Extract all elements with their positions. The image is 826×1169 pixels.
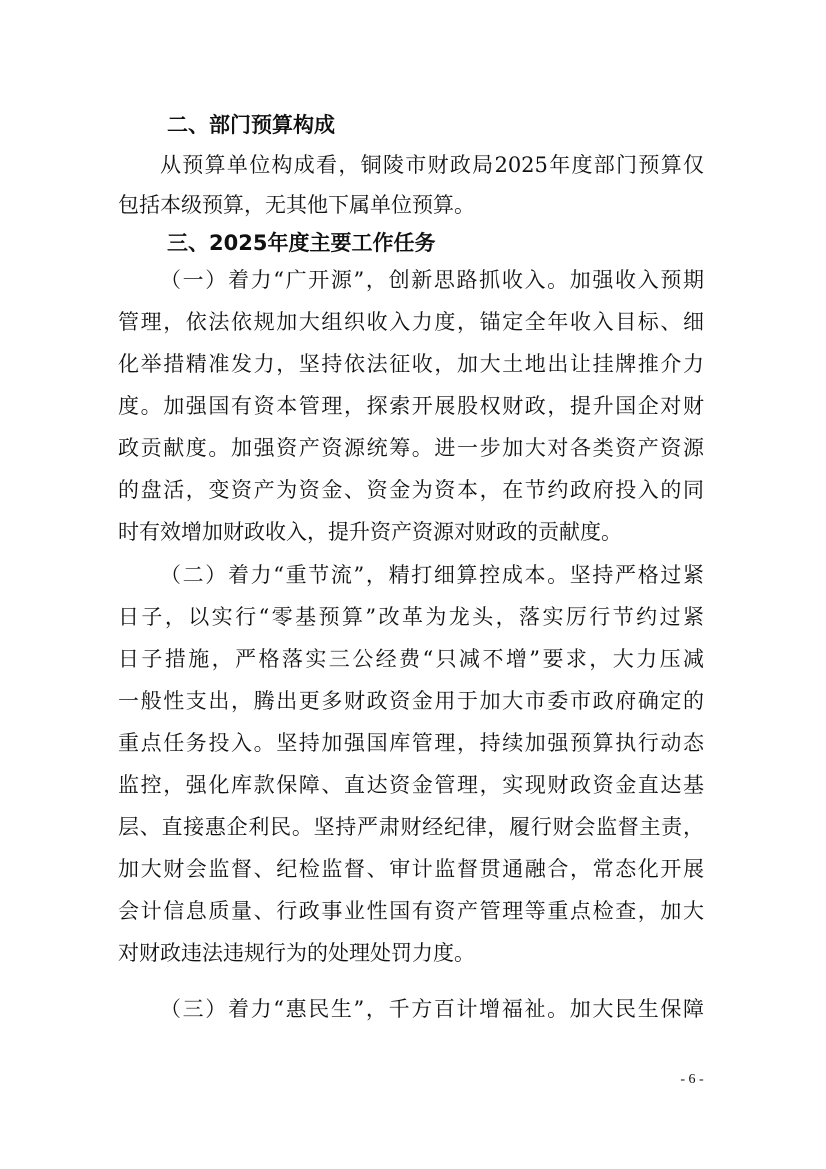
paragraph-line: 对财政违法违规行为的处理处罚力度。 <box>118 941 475 965</box>
paragraph-line: 加大财会监督、纪检监督、审计监督贯通融合，常态化开展 <box>118 857 704 881</box>
paragraph-line: 从预算单位构成看，铜陵市财政局2025年度部门预算仅 <box>160 153 704 177</box>
paragraph-line: （一）着力“广开源”，创新思路抓收入。加强收入预期 <box>160 268 704 292</box>
page-number: - 6 - <box>680 1072 704 1087</box>
paragraph-line: 日子，以实行“零基预算”改革为龙头，落实厉行节约过紧 <box>118 605 704 629</box>
paragraph-line: 一般性支出，腾出更多财政资金用于加大市委市政府确定的 <box>118 689 704 713</box>
paragraph-line: 层、直接惠企利民。坚持严肃财经纪律，履行财会监督主责， <box>118 815 704 839</box>
paragraph-line: 重点任务投入。坚持加强国库管理，持续加强预算执行动态 <box>118 731 704 755</box>
paragraph-line: 政贡献度。加强资产资源统筹。进一步加大对各类资产资源 <box>118 436 704 460</box>
section-heading: 三、2025年度主要工作任务 <box>167 231 436 255</box>
paragraph-line: 时有效增加财政收入，提升资产资源对财政的贡献度。 <box>118 520 622 544</box>
paragraph-line: 管理，依法依规加大组织收入力度，锚定全年收入目标、细 <box>118 310 704 334</box>
paragraph-line: 化举措精准发力，坚持依法征收，加大土地出让挂牌推介力 <box>118 352 704 376</box>
paragraph-line: 监控，强化库款保障、直达资金管理，实现财政资金直达基 <box>118 773 704 797</box>
paragraph-line: 度。加强国有资本管理，探索开展股权财政，提升国企对财 <box>118 394 704 418</box>
paragraph-line: 日子措施，严格落实三公经费“只减不增”要求，大力压减 <box>118 647 704 671</box>
paragraph-line: （三）着力“惠民生”，千方百计增福祉。加大民生保障 <box>160 997 704 1021</box>
paragraph-line: 包括本级预算，无其他下属单位预算。 <box>118 193 475 217</box>
paragraph-line: 会计信息质量、行政事业性国有资产管理等重点检查，加大 <box>118 899 704 923</box>
section-heading: 二、部门预算构成 <box>167 113 335 137</box>
paragraph-line: （二）着力“重节流”，精打细算控成本。坚持严格过紧 <box>160 563 704 587</box>
paragraph-line: 的盘活，变资产为资金、资金为资本，在节约政府投入的同 <box>118 478 704 502</box>
